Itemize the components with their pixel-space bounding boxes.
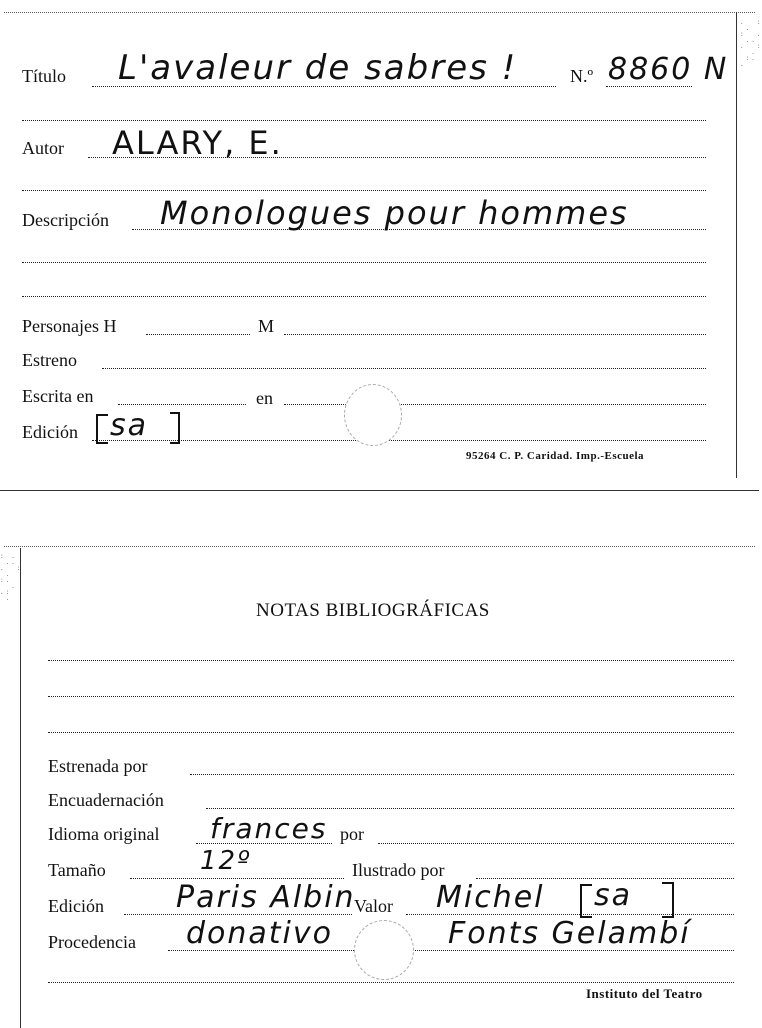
- estreno-label: Estreno: [22, 350, 77, 370]
- edicion-bracket-right: [170, 412, 180, 444]
- personajes-label: Personajes H: [22, 316, 117, 336]
- idioma-value: frances: [210, 812, 328, 845]
- edicion-label: Edición: [22, 422, 78, 442]
- personajes-m-label: M: [258, 316, 275, 336]
- tamano-value: 12º: [200, 846, 252, 876]
- numero-label: N.º: [570, 66, 594, 86]
- estrenada-line: [190, 774, 734, 775]
- descripcion-line-2: [22, 262, 706, 263]
- card-top-edge: [4, 12, 755, 13]
- valor-bracket-left: [580, 884, 592, 918]
- valor-value: Michel: [436, 880, 545, 915]
- numero-value: 8860 N: [608, 52, 729, 87]
- scan-noise: : . .. . : . :. . .: .: [0, 553, 23, 602]
- autor-value: ALARY, E.: [112, 124, 283, 162]
- catalog-card-back: [0, 540, 759, 1028]
- autor-label: Autor: [22, 138, 64, 158]
- edicion-label: Edición: [48, 896, 104, 916]
- card-top-edge: [4, 546, 755, 547]
- catalog-card-front: [0, 0, 762, 492]
- edicion-bracket-left: [96, 414, 108, 444]
- scan-noise: . : . : . .. . : . :. .: [740, 19, 762, 68]
- estreno-line: [102, 368, 706, 369]
- edicion-value: Paris Albin: [176, 880, 356, 915]
- titulo-label: Título: [22, 66, 66, 86]
- procedencia-value-2: Fonts Gelambí: [448, 916, 691, 951]
- idioma-por-line: [378, 843, 734, 844]
- notes-line-3: [48, 732, 734, 733]
- edicion-value: sa: [110, 408, 149, 443]
- procedencia-value: donativo: [186, 916, 334, 951]
- printer-imprint: 95264 C. P. Caridad. Imp.-Escuela: [466, 450, 645, 462]
- personajes-h-line: [146, 334, 250, 335]
- personajes-m-line: [284, 334, 706, 335]
- procedencia-label: Procedencia: [48, 932, 136, 952]
- notes-line-1: [48, 660, 734, 661]
- valor-label: Valor: [354, 896, 393, 916]
- descripcion-label: Descripción: [22, 210, 109, 230]
- tamano-line: [130, 878, 344, 879]
- institution-footer: Instituto del Teatro: [586, 986, 703, 1001]
- card-bottom-edge: [0, 490, 759, 491]
- estrenada-label: Estrenada por: [48, 756, 148, 776]
- ilustrado-label: Ilustrado por: [352, 860, 445, 880]
- valor-bracket-right: [662, 882, 674, 918]
- edicion-line: [92, 440, 706, 441]
- punch-hole: [344, 384, 402, 446]
- card-left-edge: [20, 548, 21, 1028]
- escrita-line: [118, 404, 246, 405]
- notes-line-2: [48, 696, 734, 697]
- descripcion-value: Monologues pour hommes: [160, 194, 629, 232]
- escrita-label: Escrita en: [22, 386, 94, 406]
- tamano-label: Tamaño: [48, 860, 106, 880]
- card-right-edge: [736, 12, 737, 478]
- autor-line-2: [22, 190, 706, 191]
- encuadernacion-label: Encuadernación: [48, 790, 164, 810]
- notes-line-last: [48, 982, 734, 983]
- descripcion-line-3: [22, 296, 706, 297]
- titulo-value: L'avaleur de sabres !: [118, 48, 518, 88]
- valor-extra: sa: [594, 878, 633, 913]
- idioma-por-label: por: [340, 824, 364, 844]
- punch-hole: [354, 920, 414, 980]
- idioma-label: Idioma original: [48, 824, 160, 844]
- titulo-line-2: [22, 120, 706, 121]
- encuadernacion-line: [206, 808, 734, 809]
- escrita-en-label: en: [256, 388, 273, 408]
- section-heading: NOTAS BIBLIOGRÁFICAS: [256, 600, 490, 621]
